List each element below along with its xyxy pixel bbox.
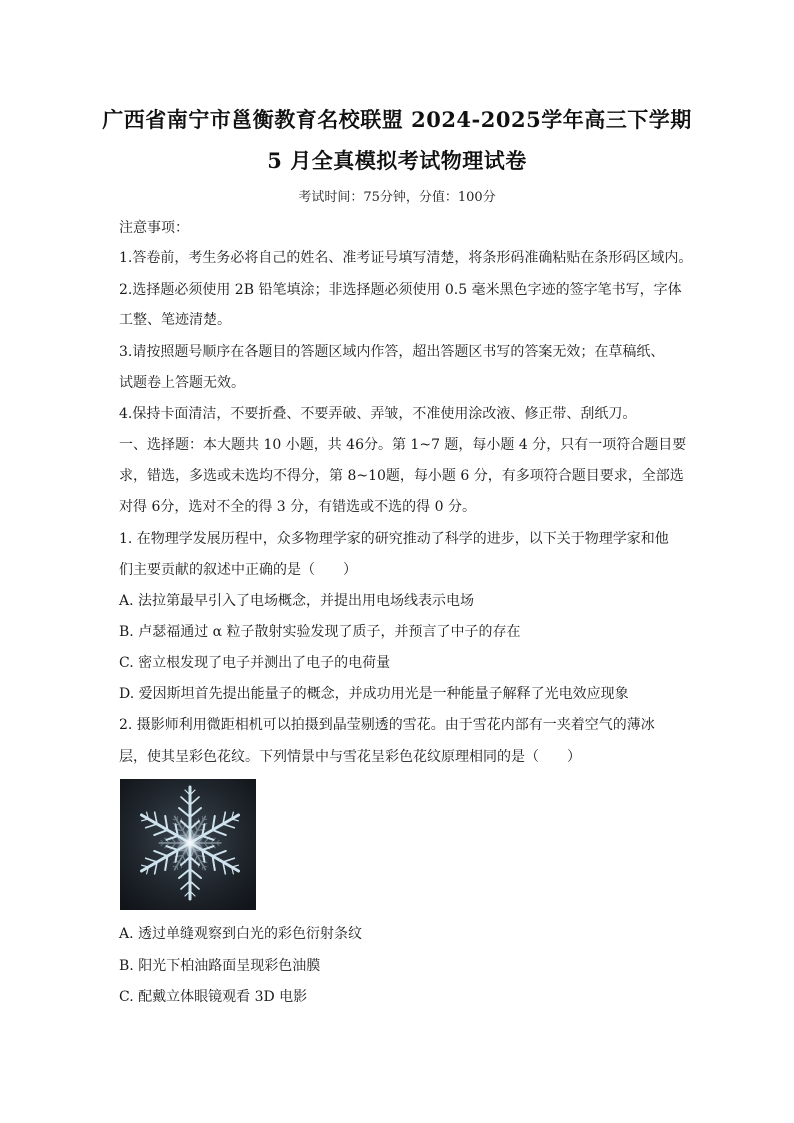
note-item-4: 4.保持卡面清洁，不要折叠、不要弄破、弄皱，不准使用涂改液、修正带、刮纸刀。 <box>119 406 637 422</box>
section1-line2: 求，错选，多选或未选均不得分，第 8~10题，每小题 6 分，有多项符合题目要求，全部选 <box>119 468 684 484</box>
q2-option-c: C. 配戴立体眼镜观看 3D 电影 <box>119 989 308 1005</box>
q2-option-b: B. 阳光下柏油路面呈现彩色油膜 <box>119 958 321 974</box>
exam-title-line2: 5 月全真模拟考试物理试卷 <box>267 148 527 173</box>
q1-option-d: D. 爱因斯坦首先提出能量子的概念，并成功用光是一种能量子解释了光电效应现象 <box>119 686 629 702</box>
q1-option-b: B. 卢瑟福通过 α 粒子散射实验发现了质子，并预言了中子的存在 <box>119 624 521 640</box>
notes-heading: 注意事项： <box>119 220 189 236</box>
note-item-3-line2: 试题卷上答题无效。 <box>119 375 245 391</box>
q2-option-a: A. 透过单缝观察到白光的彩色衍射条纹 <box>119 926 363 942</box>
note-item-2-line1: 2.选择题必须使用 2B 铅笔填涂；非选择题必须使用 0.5 毫米黑色字迹的签字笔书写，字体 <box>119 282 682 298</box>
snowflake-icon <box>120 779 256 910</box>
note-item-3-line1: 3.请按照题号顺序在各题目的答题区域内作答，超出答题区书写的答案无效；在草稿纸、 <box>119 344 665 360</box>
exam-title-line1: 广西省南宁市邕衡教育名校联盟 2024-2025学年高三下学期 <box>102 107 692 132</box>
snowflake-photo <box>120 779 256 910</box>
section1-line1: 一、选择题：本大题共 10 小题，共 46分。第 1~7 题，每小题 4 分，只有一项符合题目要 <box>119 437 687 453</box>
q1-stem-line1: 1. 在物理学发展历程中，众多物理学家的研究推动了科学的进步，以下关于物理学家和他 <box>119 531 669 547</box>
q1-option-c: C. 密立根发现了电子并测出了电子的电荷量 <box>119 655 391 671</box>
note-item-2-line2: 工整、笔迹清楚。 <box>119 312 231 328</box>
q2-stem-line2: 层，使其呈彩色花纹。下列情景中与雪花呈彩色花纹原理相同的是（ ） <box>119 749 581 765</box>
q1-stem-line2: 们主要贡献的叙述中正确的是（ ） <box>119 562 357 578</box>
section1-line3: 对得 6分，选对不全的得 3 分，有错选或不选的得 0 分。 <box>119 499 476 515</box>
exam-time-score: 考试时间：75分钟，分值：100分 <box>298 190 496 205</box>
q1-option-a: A. 法拉第最早引入了电场概念，并提出用电场线表示电场 <box>119 593 475 609</box>
note-item-1: 1.答卷前，考生务必将自己的姓名、准考证号填写清楚，将条形码准确粘贴在条形码区域内。 <box>119 250 693 266</box>
q2-stem-line1: 2. 摄影师利用微距相机可以拍摄到晶莹剔透的雪花。由于雪花内部有一夹着空气的薄冰 <box>119 717 655 733</box>
